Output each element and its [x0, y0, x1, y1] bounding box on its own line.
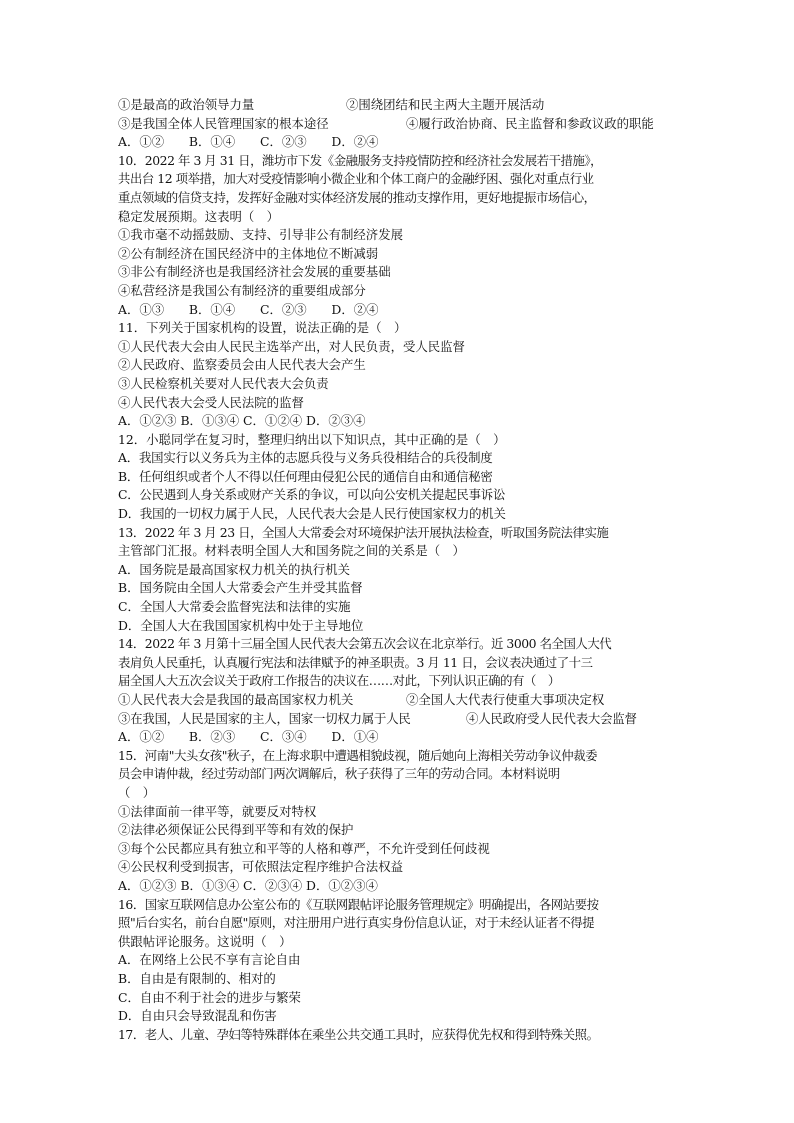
answer-choices: A．①②③ B．①③④ C．②③④ D．①②③④ — [118, 877, 378, 893]
option-3: ③是我国全体人民管理国家的根本途径 — [118, 115, 329, 131]
option: ④人民代表大会受人民法院的监督 — [118, 394, 304, 410]
question-stem: 员会申请仲裁，经过劳动部门两次调解后，秋子获得了三年的劳动合同。本材料说明 — [118, 766, 560, 782]
option-row — [118, 691, 678, 710]
question-stem: （ ） — [118, 784, 156, 800]
option-row — [118, 710, 678, 729]
question-11 — [118, 319, 678, 431]
option-4: ④人民政府受人民代表大会监督 — [466, 710, 637, 726]
question-10 — [118, 152, 678, 319]
option-row — [118, 96, 678, 115]
question-13 — [118, 524, 678, 636]
option: C．公民遇到人身关系或财产关系的争议，可以向公安机关提起民事诉讼 — [118, 487, 506, 503]
option: ③非公有制经济也是我国经济社会发展的重要基础 — [118, 264, 391, 280]
option: ①我市毫不动摇鼓励、支持、引导非公有制经济发展 — [118, 227, 403, 243]
question-stem: 11．下列关于国家机构的设置，说法正确的是（ ） — [118, 320, 407, 336]
question-stem: 主管部门汇报。材料表明全国人大和国务院之间的关系是（ ） — [118, 543, 465, 559]
question-stem: 15．河南"大头女孩"秋子，在上海求职中遭遇相貌歧视，随后她向上海相关劳动争议仲裁委 — [118, 747, 598, 763]
question-17 — [118, 1026, 678, 1045]
option: ②法律必须保证公民得到平等和有效的保护 — [118, 822, 354, 838]
option-row — [118, 115, 678, 134]
question-stem: 届全国人大五次会议关于政府工作报告的决议在……对此，下列认识正确的有（ ） — [118, 673, 560, 689]
option-1: ①人民代表大会是我国的最高国家权力机关 — [118, 692, 354, 707]
option: ②公有制经济在国民经济中的主体地位不断减弱 — [118, 245, 379, 261]
answer-choices: A．①② B．②③ C．③④ D．①④ — [118, 729, 379, 745]
option: C．全国人大常委会监督宪法和法律的实施 — [118, 599, 351, 615]
option: ③人民检察机关要对人民代表大会负责 — [118, 375, 329, 391]
option: ②人民政府、监察委员会由人民代表大会产生 — [118, 357, 366, 373]
option-2: ②围绕团结和民主两大主题开展活动 — [346, 97, 545, 112]
option: D．我国的一切权力属于人民，人民代表大会是人民行使国家权力的机关 — [118, 506, 506, 522]
option: D．全国人大在我国国家机构中处于主导地位 — [118, 617, 364, 633]
option-1: ①是最高的政治领导力量 — [118, 97, 255, 112]
option: B．任何组织或者个人不得以任何理由侵犯公民的通信自由和通信秘密 — [118, 468, 493, 484]
question-stem: 重点领域的信贷支持，发挥好金融对实体经济发展的推动支撑作用，更好地提振市场信心， — [118, 189, 596, 205]
question-16 — [118, 896, 678, 1026]
question-stem: 稳定发展预期。这表明（ ） — [118, 208, 280, 224]
question-14 — [118, 635, 678, 747]
question-stem: 供跟帖评论服务。这说明（ ） — [118, 933, 292, 949]
option-4: ④履行政治协商、民主监督和参政议政的职能 — [406, 115, 654, 131]
question-9-tail — [118, 96, 678, 152]
option: A．我国实行以义务兵为主体的志愿兵役与义务兵役相结合的兵役制度 — [118, 450, 493, 466]
question-stem: 16．国家互联网信息办公室公布的《互联网跟帖评论服务管理规定》明确提出，各网站要按 — [118, 896, 599, 912]
option-2: ②全国人大代表行使重大事项决定权 — [406, 692, 605, 707]
question-stem: 10．2022 年 3 月 31 日，潍坊市下发《金融服务支持疫情防控和经济社会发展若干措施》， — [118, 152, 603, 168]
question-stem: 13．2022 年 3 月 23 日，全国人大常委会对环境保护法开展执法检查，听取国务院法律实施 — [118, 524, 609, 540]
option: C．自由不利于社会的进步与繁荣 — [118, 989, 301, 1005]
option: B．国务院由全国人大常委会产生并受其监督 — [118, 580, 363, 596]
answer-choices: A．①③ B．①④ C．②③ D．②④ — [118, 301, 379, 317]
question-15 — [118, 747, 678, 896]
option-3: ③在我国，人民是国家的主人，国家一切权力属于人民 — [118, 710, 411, 726]
question-12 — [118, 431, 678, 524]
question-stem: 共出台 12 项举措，加大对受疫情影响小微企业和个体工商户的金融纾困、强化对重点行业 — [118, 171, 594, 187]
option: ①人民代表大会由人民民主选举产出，对人民负责，受人民监督 — [118, 338, 465, 354]
question-stem: 17．老人、儿童、孕妇等特殊群体在乘坐公共交通工具时，应获得优先权和得到特殊关照。 — [118, 1026, 599, 1042]
option: ④私营经济是我国公有制经济的重要组成部分 — [118, 282, 366, 298]
option: A．国务院是最高国家权力机关的执行机关 — [118, 561, 350, 577]
question-stem: 照"后台实名，前台自愿"原则，对注册用户进行真实身份信息认证，对于未经认证者不得提 — [118, 915, 595, 931]
option: ①法律面前一律平等，就要反对特权 — [118, 803, 317, 819]
answer-choices: A．①②③ B．①③④ C．①②④ D．②③④ — [118, 413, 366, 429]
question-stem: 14．2022 年 3 月第十三届全国人民代表大会第五次会议在北京举行。近 3000 名全国人大代 — [118, 636, 612, 652]
option: ③每个公民都应具有独立和平等的人格和尊严，不允许受到任何歧视 — [118, 840, 490, 856]
option: A．在网络上公民不享有言论自由 — [118, 952, 301, 968]
option: D．自由只会导致混乱和伤害 — [118, 1008, 277, 1024]
question-stem: 12．小聪同学在复习时，整理归纳出以下知识点，其中正确的是（ ） — [118, 431, 506, 447]
exam-page — [118, 96, 678, 1044]
option: ④公民权利受到损害，可依照法定程序维护合法权益 — [118, 859, 403, 875]
question-stem: 表肩负人民重托，认真履行宪法和法律赋予的神圣职责。3 月 11 日，会议表决通过了十三 — [118, 654, 593, 670]
answer-choices: A．①② B．①④ C．②③ D．②④ — [118, 134, 379, 150]
option: B．自由是有限制的、相对的 — [118, 970, 276, 986]
